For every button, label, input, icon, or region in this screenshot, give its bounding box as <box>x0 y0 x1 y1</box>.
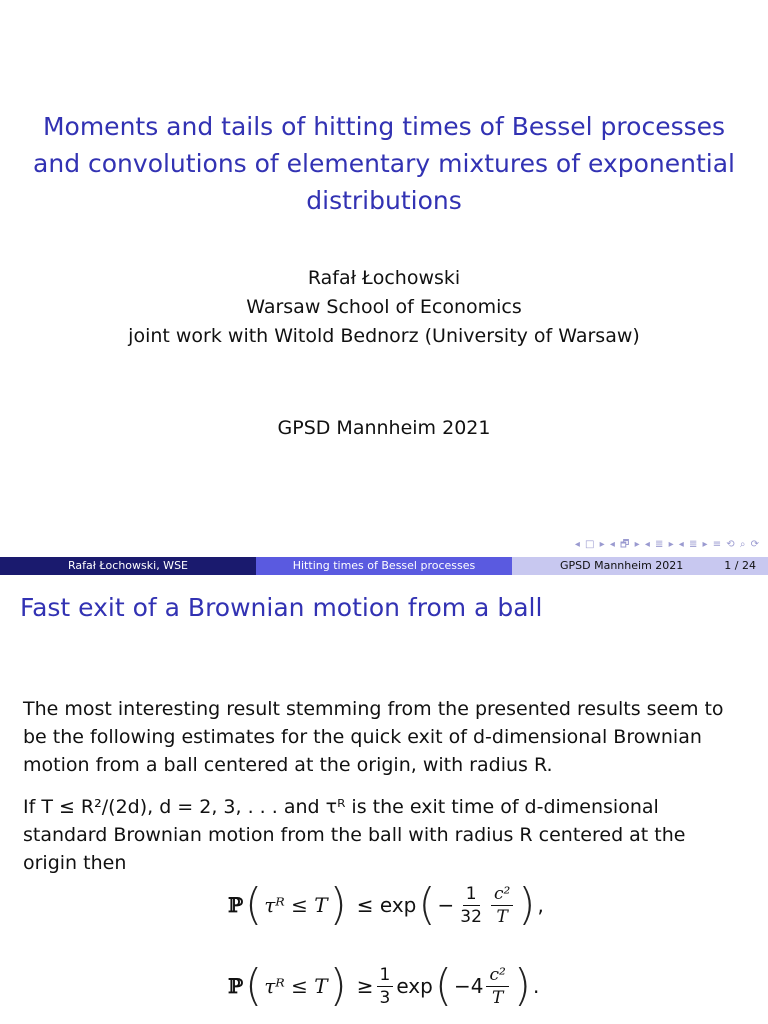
conference-name: GPSD Mannheim 2021 <box>277 417 491 439</box>
eq1-fraction-2: $\frac{\text{c²}}{T}$ <box>491 883 513 928</box>
footer-author: Rafał Łochowski, WSE <box>0 557 256 575</box>
author-name: Rafał Łochowski <box>307 267 461 289</box>
eq2-prob-symbol: ℙ <box>228 974 244 998</box>
eq1-fraction-1: $\frac{1}{32}$ <box>460 883 482 927</box>
paragraph-2-line-3: origin then <box>23 852 127 874</box>
eq2-event: τᴿ ≤ T <box>264 974 328 998</box>
eq2-exp: exp <box>396 974 433 998</box>
eq2-tail: . <box>533 974 540 998</box>
author-affiliation: Warsaw School of Economics <box>246 296 522 318</box>
footer-short-title: Hitting times of Bessel processes <box>256 557 512 575</box>
frame-title: Fast exit of a Brownian motion from a ball <box>20 593 543 622</box>
eq2-fraction-2: $\frac{\text{c²}}{T}$ <box>486 964 508 1009</box>
paragraph-1-line-1: The most interesting result stemming from the presented results seem to <box>23 698 724 720</box>
footer-bar <box>0 557 768 575</box>
equation-upper-bound: ℙ ( τᴿ ≤ T ) ≤ exp ( − $\frac{1}{32}$ $\frac{\text{c²}}{T}$ ) , <box>228 879 544 930</box>
paragraph-1-line-2: be the following estimates for the quick exit of d-dimensional Brownian <box>23 726 702 748</box>
eq2-relation: ≥ <box>356 974 374 998</box>
paragraph-2-line-2: standard Brownian motion from the ball with radius R centered at the <box>23 824 686 846</box>
footer-right <box>512 557 768 575</box>
title-line-1: Moments and tails of hitting times of Bessel processes <box>42 112 726 141</box>
eq2-coef: −4 <box>454 974 484 998</box>
eq2-fraction-1: $\frac{1}{3}$ <box>377 964 394 1009</box>
footer-conference: GPSD Mannheim 2021 <box>560 559 684 572</box>
eq1-minus: − <box>437 893 455 917</box>
eq1-prob-symbol: ℙ <box>228 893 244 917</box>
title-line-2: and convolutions of elementary mixtures of exponential <box>33 149 735 178</box>
presentation-title <box>20 108 748 219</box>
title-line-3: distributions <box>306 186 462 215</box>
joint-work: joint work with Witold Bednorz (University of Warsaw) <box>128 325 640 347</box>
eq1-relation: ≤ exp <box>356 893 417 917</box>
eq1-event: τᴿ ≤ T <box>264 893 328 917</box>
paragraph-1 <box>23 695 748 779</box>
footer-page-number: 1 / 24 <box>724 559 756 572</box>
beamer-navigation-icons[interactable]: ◂ □ ▸ ◂ 🗗 ▸ ◂ ≣ ▸ ◂ ≣ ▸ ≡ ⟲ ⌕ ⟳ <box>574 539 760 550</box>
paragraph-2 <box>23 793 748 877</box>
paragraph-2-line-1: If T ≤ R²/(2d), d = 2, 3, . . . and τᴿ is the exit time of d-dimensional <box>23 796 659 818</box>
equation-lower-bound: ℙ ( τᴿ ≤ T ) ≥ $\frac{1}{3}$ exp ( −4 $\frac{\text{c²}}{T}$ ) . <box>228 960 540 1011</box>
paragraph-1-line-3: motion from a ball centered at the origin, with radius R. <box>23 754 553 776</box>
eq1-tail: , <box>537 893 544 917</box>
author-block <box>0 264 768 351</box>
